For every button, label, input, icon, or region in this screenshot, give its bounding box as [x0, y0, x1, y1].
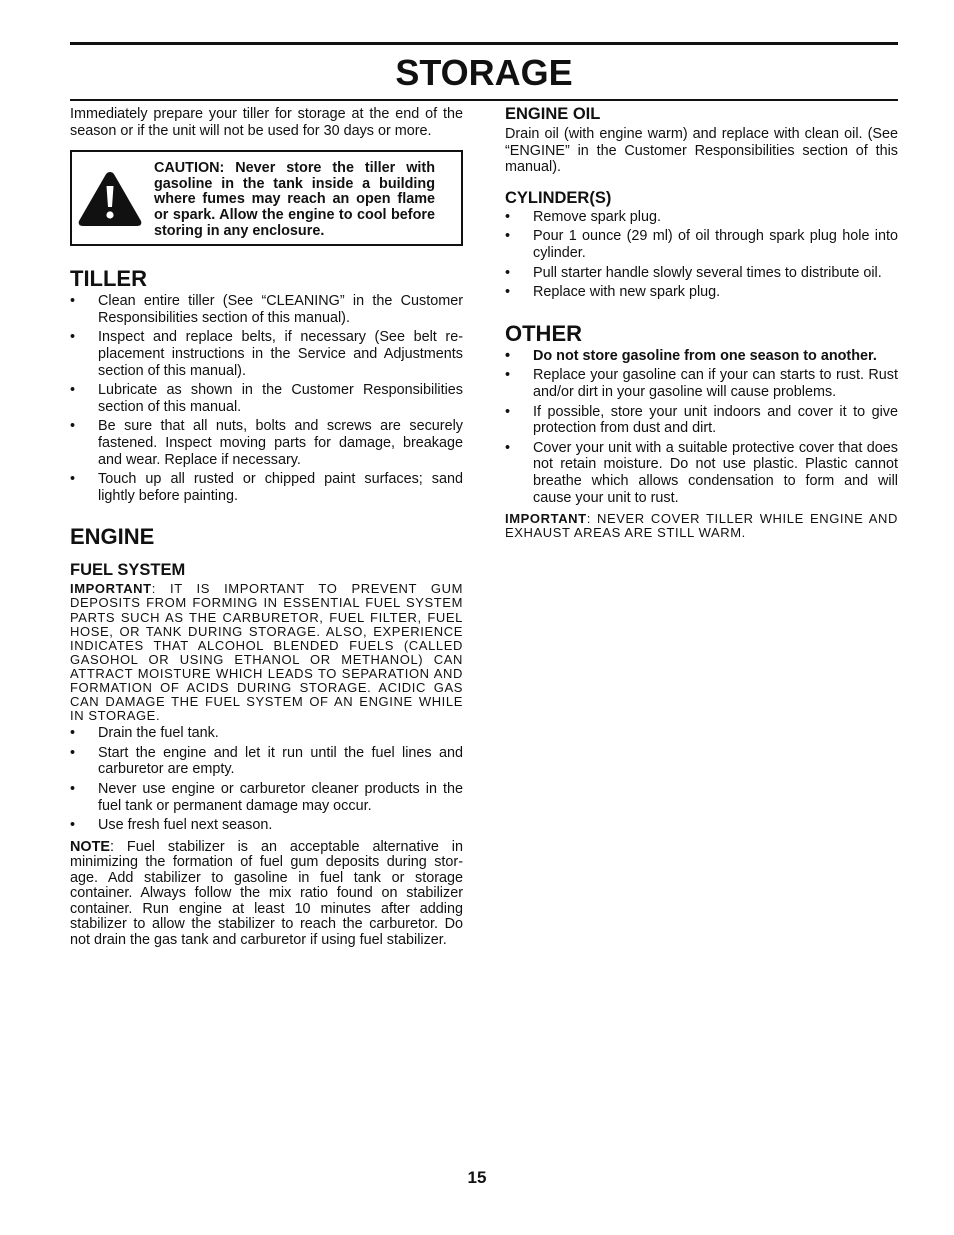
important-text: : NEVER COVER TILLER WHILE ENGINE AND EXHAUST AREAS ARE STILL WARM.: [505, 511, 898, 541]
fuel-list: [70, 725, 463, 834]
list-item: • If possible, store your unit indoors and cover it to give protection from dust and dirt.: [505, 404, 898, 437]
list-item: • Lubricate as shown in the Customer Responsibilities section of this manual.: [70, 382, 463, 415]
list-item: • Be sure that all nuts, bolts and screws are securely fastened. Inspect moving parts for damage, breakage and wear. Replace if necessary.: [70, 418, 463, 468]
cylinders-heading: CYLINDER(S): [505, 188, 612, 207]
important-label: IMPORTANT: [70, 581, 152, 597]
engine-heading: ENGINE: [70, 524, 155, 550]
important-text: : IT IS IMPORTANT TO PREVENT GUM DEPOSITS FROM FORMING IN ESSENTIAL FUEL SYSTEM PARTS SUCH AS THE CARBURETOR, FUEL FILTER, FUEL HOSE, OR TANK DURING STORAGE. ALSO, EXPERIENCE INDICATES THAT ALCOHOL BLENDED FUELS (CALLED GASOHOL OR USING ETHANOL OR METHANOL) CAN ATTRACT MOISTURE WHICH LEADS TO SEPARATION AND FORMATION OF ACIDS DURING STORAGE. ACIDIC GAS CAN DAMAGE THE FUEL SYSTEM OF AN ENGINE WHILE IN STORAGE.: [70, 581, 463, 724]
caution-box: [70, 150, 463, 246]
list-item: • Never use engine or carburetor cleaner products in the fuel tank or permanent damage may occur.: [70, 781, 463, 814]
fuel-system-heading: FUEL SYSTEM: [70, 561, 186, 580]
engine-oil-text: Drain oil (with engine warm) and replace with clean oil. (See “ENGINE” in the Customer Responsibilities section of this manual).: [505, 126, 898, 176]
list-item: • Use fresh fuel next season.: [70, 817, 463, 834]
tiller-list: [70, 293, 463, 504]
fuel-important-paragraph: [70, 582, 463, 723]
other-important-paragraph: [505, 512, 898, 540]
right-column: [505, 104, 898, 540]
tiller-heading: TILLER: [70, 266, 147, 292]
list-item: • Start the engine and let it run until the fuel lines and carburetor are empty.: [70, 745, 463, 778]
top-rule: [70, 42, 898, 45]
list-item: • Replace with new spark plug.: [505, 284, 898, 301]
list-item: • Replace your gasoline can if your can starts to rust. Rust and/or dirt in your gasoline will cause problems.: [505, 367, 898, 400]
note-label: NOTE: [70, 838, 110, 855]
list-item: • Touch up all rusted or chipped paint surfaces; sand lightly before painting.: [70, 471, 463, 504]
list-item: • Drain the fuel tank.: [70, 725, 463, 742]
page-title: STORAGE: [395, 52, 573, 93]
title-rule: [70, 99, 898, 101]
important-label: IMPORTANT: [505, 511, 587, 527]
other-list: [505, 348, 898, 506]
caution-text: CAUTION: Never store the tiller with gasoline in the tank inside a building where fumes may reach an open flame or spark. Allow the engine to cool before storing in any enclosure.: [154, 160, 435, 239]
list-item: • Do not store gasoline from one season to another.: [505, 348, 898, 365]
left-column: [70, 104, 463, 948]
list-item: • Pull starter handle slowly several times to distribute oil.: [505, 265, 898, 282]
list-item: • Remove spark plug.: [505, 209, 898, 226]
list-item: • Pour 1 ounce (29 ml) of oil through spark plug hole into cylinder.: [505, 228, 898, 261]
other-heading: OTHER: [505, 320, 582, 346]
page-number: 15: [467, 1168, 487, 1187]
note-paragraph: [70, 840, 463, 949]
list-item: • Inspect and replace belts, if necessary (See belt re-placement instructions in the Service and Adjustments section of this manual).: [70, 329, 463, 379]
intro-text: Immediately prepare your tiller for storage at the end of the season or if the unit will not be used for 30 days or more.: [70, 106, 463, 139]
list-item: • Cover your unit with a suitable protective cover that does not retain moisture. Do not use plastic. Plastic cannot breathe which allows condensation to form and will cause your unit to rust.: [505, 440, 898, 506]
engine-oil-heading: ENGINE OIL: [505, 105, 601, 123]
cylinders-list: [505, 209, 898, 301]
warning-triangle-icon: [76, 170, 144, 228]
list-item: • Clean entire tiller (See “CLEANING” in the Customer Responsibilities section of this manual).: [70, 293, 463, 326]
note-text: : Fuel stabilizer is an acceptable alternative in minimizing the formation of fuel gum deposits during stor-age. Add stabilizer to gasoline in fuel tank or storage container. Always follow the mix ratio found on stabilizer container. Run engine at least 10 minutes after adding stabilizer to allow the stabilizer to reach the carburetor. Do not drain the gas tank and carburetor if using fuel stabilizer.: [70, 838, 463, 948]
